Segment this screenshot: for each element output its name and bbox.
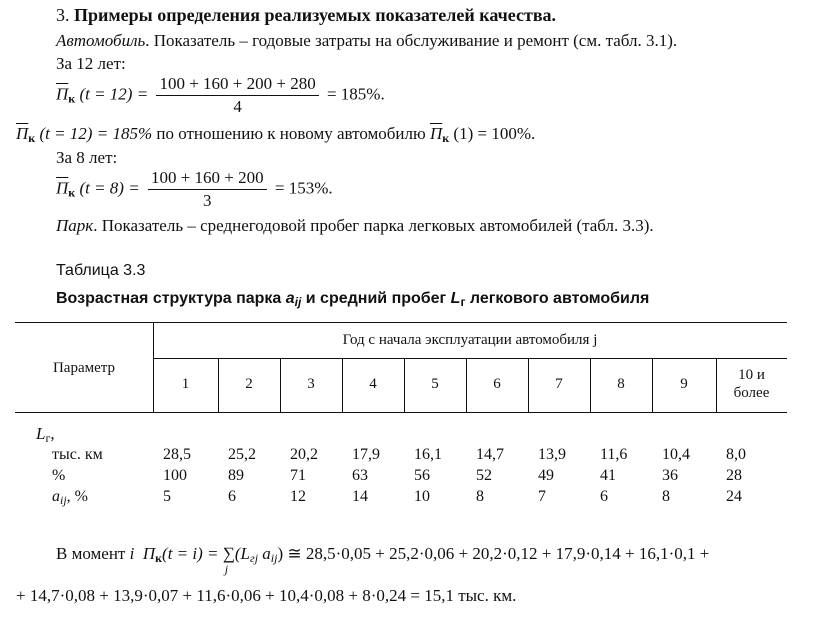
table-cell: 10,4 [662,446,690,463]
caption-a-sub: ij [294,295,302,309]
car-term: Автомобиль [56,31,146,50]
comparison-lhs: П [16,124,29,143]
table-cell: 36 [662,467,678,484]
table-cell: 24 [726,488,742,505]
year-header-cell: 7 [555,376,563,392]
formula-8-years [56,168,333,211]
table-cell: 6 [600,488,608,505]
table-cell: 63 [352,467,368,484]
caption-L: L [450,290,461,307]
table-cell: 56 [414,467,430,484]
row-label-var: a [52,488,60,505]
year-header-cell: 6 [493,376,501,392]
caption-L-sub: г [460,295,466,309]
table-top-rule [15,322,787,323]
group-label-sub: г [45,431,51,445]
table-cell: 11,6 [600,446,628,463]
year-10-plus-line2: более [733,385,770,401]
formula-8-numerator: 100 + 160 + 200 [148,168,267,190]
twelve-years-label: За 12 лет: [56,54,126,73]
sum-L-sub: гj [250,551,259,565]
table-cell: 28 [726,467,742,484]
table-cell: 8,0 [726,446,746,463]
formula-12-arg: (t = 12) = [79,84,149,104]
table-cell: 16,1 [414,446,442,463]
year-header-cell: 5 [431,376,439,392]
table-cell: 71 [290,467,306,484]
table-cell: 8 [476,488,484,505]
table-cell: 28,5 [163,446,191,463]
group-label-L: L [36,424,46,443]
caption-part-2: и средний пробег [301,290,451,307]
table-label: Таблица 3.3 [56,262,146,279]
table-cell: 20,2 [290,446,318,463]
table-year-rule [153,358,787,359]
sigma-sub: j [224,562,229,576]
year-header-cell: 1 [181,376,190,392]
row-label: тыс. км [52,446,103,463]
formula-12-lhs: П [56,84,69,104]
formula-8-fraction [148,168,267,211]
year-header-cell: 3 [307,376,315,392]
section-heading [56,5,556,26]
moment-formula-line2: + 14,7·0,08 + 13,9·0,07 + 11,6·0,06 + 10,4·0,08 + 8·0,24 = 15,1 тыс. км. [16,586,517,605]
moment-lhs-sub: к [155,551,163,565]
param-header: Параметр [52,360,116,376]
table-cell: 41 [600,467,616,484]
moment-lhs: П [142,544,156,563]
formula-8-arg: (t = 8) = [79,178,140,198]
moment-formula-line1 [56,544,710,576]
car-text: . Показатель – годовые затраты на обслуживание и ремонт (см. табл. 3.1). [145,31,678,50]
table-cell: 8 [662,488,670,505]
year-header-cell: 4 [369,376,377,392]
section-number: 3. [56,5,70,25]
comparison-arg: (t = 12) = 185% [39,124,153,143]
formula-8-result: = 153%. [274,178,333,198]
park-text: . Показатель – среднегодовой пробег парка легковых автомобилей (табл. 3.3). [93,216,654,235]
formula-12-years [56,74,385,117]
group-label [36,424,55,446]
table-cell: 14 [352,488,368,505]
comparison-text: по отношению к новому автомобилю [156,124,426,143]
comparison-line [16,124,535,146]
moment-arg: (t = i) = [162,544,219,563]
formula-12-fraction [156,74,318,117]
sum-close: ) [277,544,284,563]
table-cell: 89 [228,467,244,484]
group-label-tail: , [50,424,55,443]
table-cell: 25,2 [228,446,256,463]
formula-8-denominator: 3 [203,191,212,210]
comparison-rhs: П [429,124,443,143]
formula-12-numerator: 100 + 160 + 200 + 280 [156,74,318,96]
table-cell: 49 [538,467,554,484]
row-label-sub: ij [60,493,67,507]
formula-12-result: = 185%. [326,84,385,104]
moment-sigma [222,544,235,576]
table-cell: 100 [163,467,187,484]
formula-8-lhs-sub: к [68,185,76,200]
year-10-plus-line1: 10 и [738,367,765,383]
table-header-bottom-rule [15,412,787,413]
moment-approx: ≅ 28,5·0,05 + 25,2·0,06 + 20,2·0,12 + 17,9·0,14 + 16,1·0,1 + [287,544,710,563]
row-label: % [52,467,66,484]
section-title: Примеры определения реализуемых показателей качества. [74,5,557,25]
comparison-lhs-sub: к [28,131,36,145]
table-cell: 14,7 [476,446,504,463]
year-header-cell: 9 [680,376,688,392]
caption-a: a [285,290,295,307]
caption-part-3: легкового автомобиля [465,290,650,307]
table-cell: 6 [228,488,236,505]
row-label-tail: , % [66,488,88,505]
formula-12-lhs-sub: к [68,91,76,106]
moment-var-i: i [129,544,135,563]
sum-a: a [258,544,271,563]
caption-part-1: Возрастная структура парка [56,290,286,307]
moment-prefix: В момент [56,544,126,563]
car-paragraph [56,31,677,51]
year-10-plus-header [716,366,787,402]
row-label [52,488,88,508]
comparison-rhs-arg: (1) = 100%. [453,124,536,143]
year-header [153,332,787,349]
comparison-rhs-sub: к [442,131,450,145]
table-cell: 13,9 [538,446,566,463]
year-header-cell: 2 [245,376,253,392]
table-cell: 12 [290,488,306,505]
table-cell: 5 [163,488,171,505]
table-cell: 17,9 [352,446,380,463]
year-header-text: Год с начала эксплуатации автомобиля j [342,332,598,348]
park-term: Парк [56,216,94,235]
formula-12-denominator: 4 [233,97,242,116]
table-cell: 52 [476,467,492,484]
formula-8-lhs: П [56,178,69,198]
sum-a-sub: ij [270,551,278,565]
eight-years-label: За 8 лет: [56,148,118,167]
sum-open: (L [234,544,251,563]
table-cell: 10 [414,488,430,505]
table-caption [56,290,649,309]
park-paragraph [56,216,654,236]
year-header-cell: 8 [617,376,625,392]
table-cell: 7 [538,488,546,505]
sigma-symbol: ∑ [222,544,235,563]
